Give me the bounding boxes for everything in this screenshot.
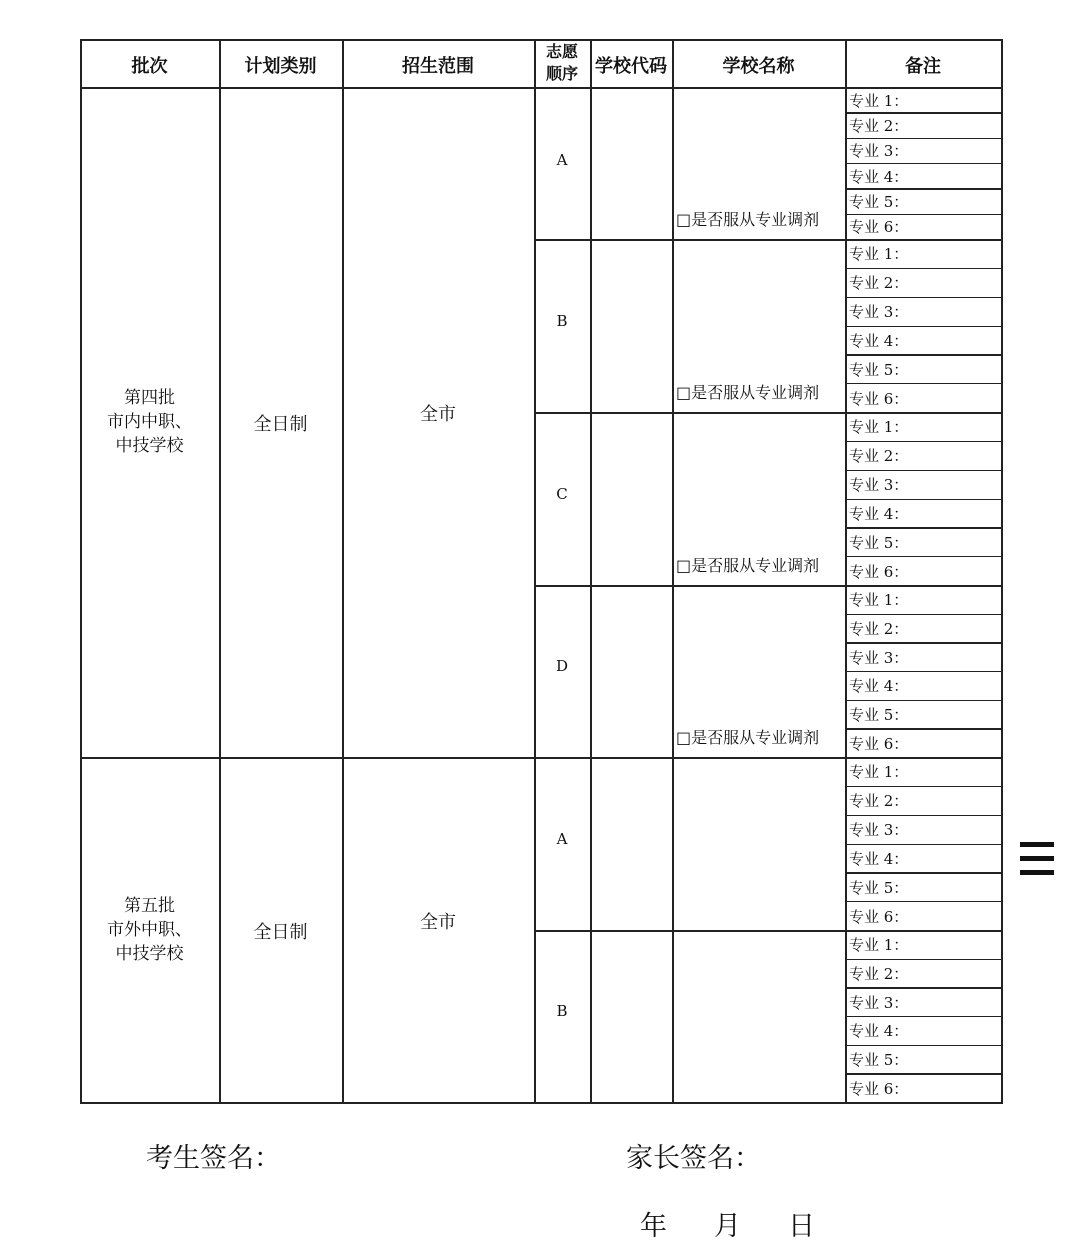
- major-field-5[interactable]: 专业 5：: [849, 878, 909, 897]
- menu-icon[interactable]: [1020, 842, 1054, 876]
- major-field-5[interactable]: 专业 5：: [849, 360, 909, 379]
- major-row-divider: [845, 297, 1001, 298]
- major-row-divider: [845, 872, 1001, 873]
- major-row-divider: [845, 728, 1001, 729]
- adjust-checkbox[interactable]: □是否服从专业调剂: [676, 728, 820, 747]
- major-row-divider: [845, 987, 1001, 988]
- choice-letter-c: C: [556, 484, 568, 503]
- major-field-6[interactable]: 专业 6：: [849, 218, 909, 237]
- column-divider: [590, 39, 592, 1102]
- major-row-divider: [845, 1073, 1001, 1074]
- major-row-divider: [845, 786, 1001, 787]
- major-field-2[interactable]: 专业 2：: [849, 965, 909, 983]
- choice-letter-d: D: [555, 657, 569, 676]
- major-field-4[interactable]: 专业 4：: [849, 677, 909, 696]
- column-divider: [672, 39, 674, 1102]
- major-row-divider: [845, 499, 1001, 500]
- major-row-divider: [845, 844, 1001, 845]
- scope-cell: 全市: [420, 404, 456, 425]
- header-batch: 批次: [131, 56, 168, 77]
- adjust-checkbox[interactable]: □是否服从专业调剂: [676, 210, 820, 229]
- adjust-checkbox[interactable]: □是否服从专业调剂: [676, 383, 820, 402]
- major-field-5[interactable]: 专业 5：: [849, 1051, 909, 1069]
- major-field-3[interactable]: 专业 3：: [849, 142, 909, 161]
- header-plan-type: 计划类别: [244, 56, 317, 77]
- major-row-divider: [845, 441, 1001, 442]
- major-field-5[interactable]: 专业 5：: [849, 706, 909, 724]
- major-field-3[interactable]: 专业 3：: [849, 303, 909, 322]
- major-field-5[interactable]: 专业 5：: [849, 533, 909, 552]
- table-border-right: [1001, 39, 1003, 1104]
- major-field-3[interactable]: 专业 3：: [849, 993, 909, 1012]
- major-field-1[interactable]: 专业 1：: [849, 91, 909, 110]
- major-row-divider: [845, 556, 1001, 557]
- header-school-name: 学校名称: [722, 56, 795, 77]
- major-field-1[interactable]: 专业 1：: [849, 936, 909, 955]
- major-field-3[interactable]: 专业 3：: [849, 648, 909, 667]
- major-row-divider: [845, 138, 1001, 139]
- major-field-4[interactable]: 专业 4：: [849, 504, 909, 523]
- choice-divider: [534, 239, 1001, 241]
- plan-type-cell: 全日制: [253, 414, 308, 435]
- header-school-code: 学校代码: [595, 56, 667, 77]
- batch-name-4: 第四批 市内中职、 中技学校: [107, 388, 192, 456]
- choice-letter-a: A: [556, 829, 568, 848]
- adjust-checkbox[interactable]: □是否服从专业调剂: [676, 556, 820, 575]
- major-row-divider: [845, 354, 1001, 355]
- major-row-divider: [845, 326, 1001, 327]
- date-month-label: 月: [714, 1211, 741, 1242]
- batch-divider: [80, 757, 1002, 759]
- major-row-divider: [845, 959, 1001, 960]
- date-year-label: 年: [640, 1211, 667, 1242]
- major-field-6[interactable]: 专业 6：: [849, 389, 909, 408]
- parent-signature-label: 家长签名：: [626, 1143, 761, 1174]
- major-field-6[interactable]: 专业 6：: [849, 734, 909, 753]
- column-divider: [342, 39, 344, 1102]
- major-field-6[interactable]: 专业 6：: [849, 1079, 909, 1098]
- major-row-divider: [845, 214, 1001, 215]
- major-field-1[interactable]: 专业 1：: [849, 763, 909, 782]
- major-row-divider: [845, 268, 1001, 269]
- major-row-divider: [845, 815, 1001, 816]
- major-row-divider: [845, 112, 1001, 113]
- major-field-1[interactable]: 专业 1：: [849, 418, 909, 437]
- choice-letter-a: A: [556, 150, 568, 169]
- major-row-divider: [845, 671, 1001, 672]
- batch-name-5: 第五批 市外中职、 中技学校: [107, 895, 192, 964]
- major-field-6[interactable]: 专业 6：: [849, 907, 909, 926]
- major-field-2[interactable]: 专业 2：: [849, 620, 909, 638]
- major-row-divider: [845, 901, 1001, 902]
- major-field-2[interactable]: 专业 2：: [849, 274, 909, 293]
- major-field-2[interactable]: 专业 2：: [849, 117, 909, 135]
- scope-cell: 全市: [420, 911, 456, 933]
- major-row-divider: [845, 614, 1001, 615]
- major-row-divider: [845, 700, 1001, 701]
- header-scope: 招生范围: [402, 56, 474, 77]
- choice-divider: [534, 585, 1001, 587]
- major-field-4[interactable]: 专业 4：: [849, 849, 909, 868]
- major-field-6[interactable]: 专业 6：: [849, 562, 909, 581]
- student-signature-label: 考生签名：: [146, 1143, 281, 1174]
- major-row-divider: [845, 470, 1001, 471]
- major-row-divider: [845, 383, 1001, 384]
- header-order: 志愿顺序: [545, 42, 578, 83]
- major-field-1[interactable]: 专业 1：: [849, 245, 909, 264]
- major-field-3[interactable]: 专业 3：: [849, 821, 909, 840]
- major-field-2[interactable]: 专业 2：: [849, 792, 909, 811]
- major-field-4[interactable]: 专业 4：: [849, 331, 909, 350]
- major-field-5[interactable]: 专业 5：: [849, 193, 909, 211]
- table-border-bottom: [80, 1102, 1002, 1104]
- major-row-divider: [845, 188, 1001, 189]
- major-field-4[interactable]: 专业 4：: [849, 167, 909, 186]
- header-notes: 备注: [905, 56, 941, 77]
- major-row-divider: [845, 527, 1001, 528]
- major-row-divider: [845, 163, 1001, 164]
- choice-letter-b: B: [556, 1002, 568, 1021]
- major-field-1[interactable]: 专业 1：: [849, 591, 909, 610]
- major-row-divider: [845, 1016, 1001, 1017]
- choice-divider: [534, 930, 1001, 932]
- major-field-2[interactable]: 专业 2：: [849, 447, 909, 466]
- choice-divider: [534, 412, 1001, 414]
- major-field-3[interactable]: 专业 3：: [849, 476, 909, 495]
- major-row-divider: [845, 642, 1001, 643]
- major-field-4[interactable]: 专业 4：: [849, 1022, 909, 1041]
- column-divider: [845, 39, 847, 1102]
- date-day-label: 日: [788, 1211, 815, 1242]
- major-row-divider: [845, 1045, 1001, 1046]
- column-divider: [534, 39, 536, 1102]
- choice-letter-b: B: [556, 311, 568, 330]
- plan-type-cell: 全日制: [253, 921, 308, 943]
